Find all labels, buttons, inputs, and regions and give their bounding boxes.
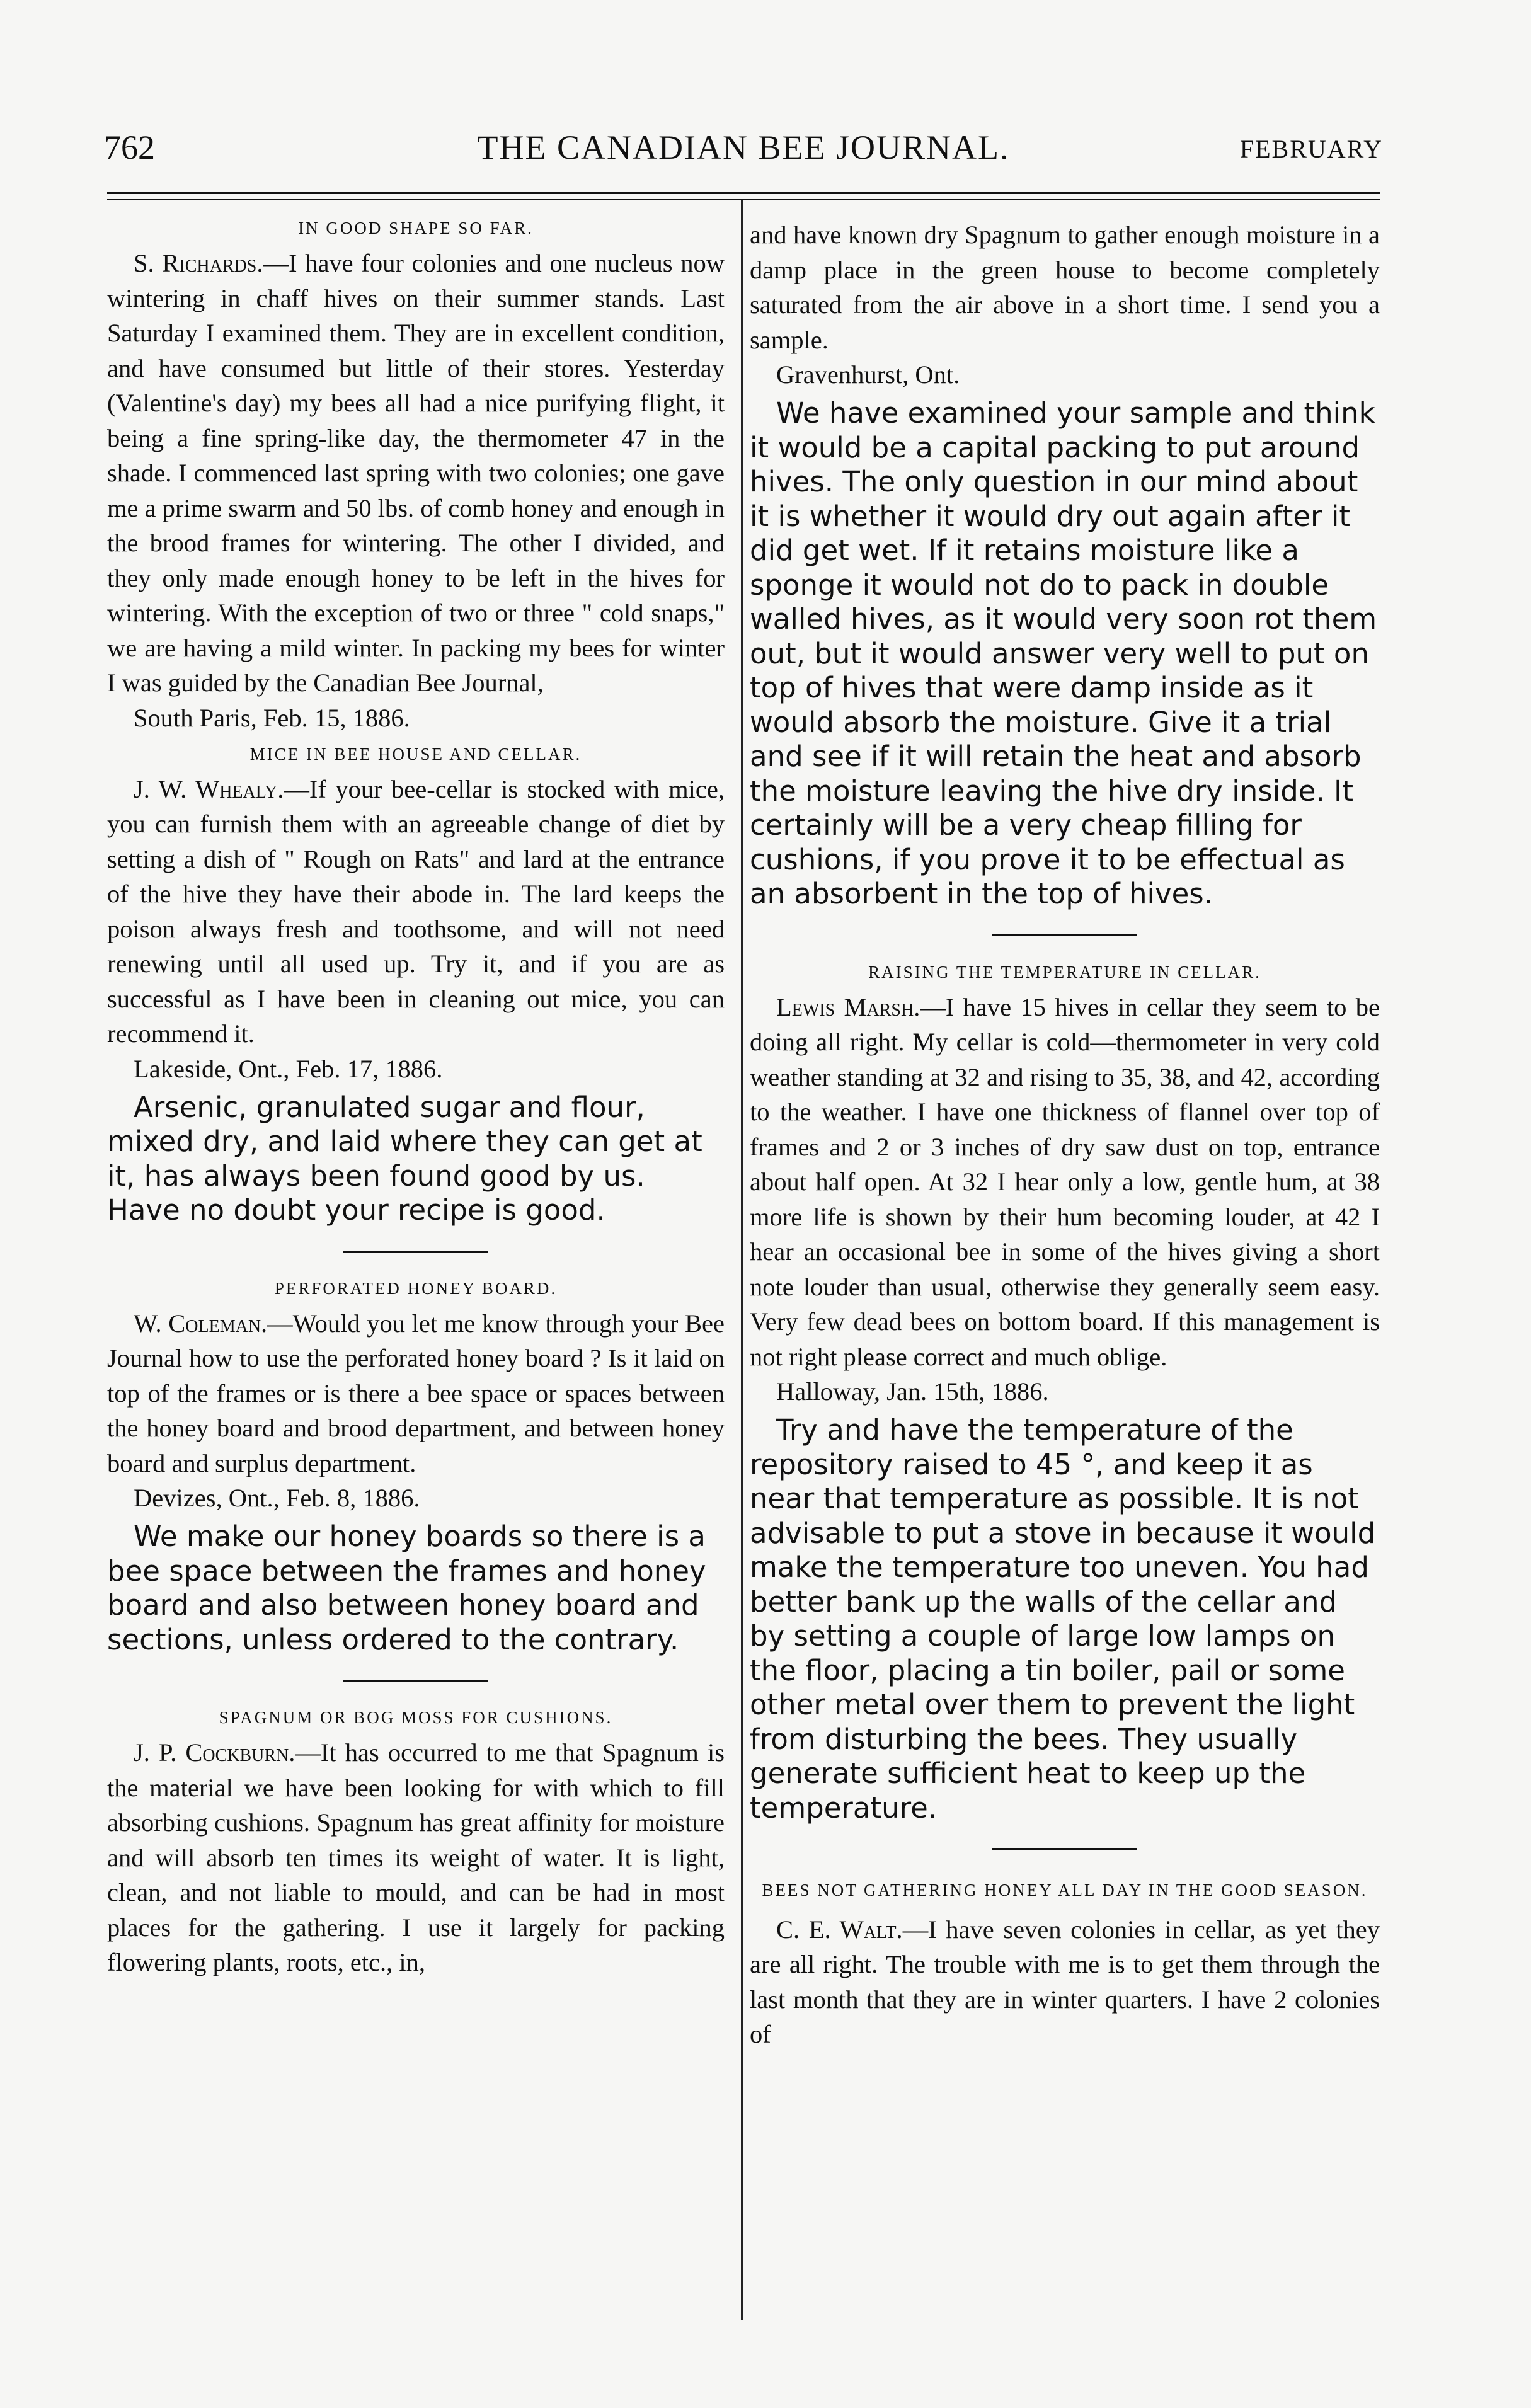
letter-text: —Would you let me know through your Bee Journal how to use the perforated honey board ? Is it laid on top of the frames or is there a bee space or spaces between the honey board and brood department, and between honey board and surplus department. bbox=[107, 1309, 725, 1477]
editor-reply: Try and have the temperature of the repository raised to 45 °, and keep it as near that temperature as possible. It is not advisable to put a stove in because it would make the temperature too uneven. You had better bank up the walls of the cellar and by setting a couple of large low lamps on the floor, placing a tin boiler, pail or some other metal over them to prevent the light from disturbing the bees. They usually generate sufficient heat to keep up the temperature. bbox=[750, 1413, 1376, 1825]
author-name: Lewis Marsh. bbox=[776, 992, 920, 1021]
page-header bbox=[104, 123, 1383, 192]
month-label: FEBRUARY bbox=[1239, 135, 1383, 163]
header-rule bbox=[107, 192, 1380, 200]
author-name: J. W. Whealy. bbox=[134, 774, 284, 803]
editor-reply: Arsenic, granulated sugar and flour, mixed dry, and laid where they can get at it, has always been found good by us. Have no doubt your recipe is good. bbox=[107, 1090, 702, 1227]
right-column bbox=[750, 217, 1380, 2052]
column-separator bbox=[741, 200, 743, 2320]
letter-body bbox=[750, 1912, 1380, 2052]
article-heading: RAISING THE TEMPERATURE IN CELLAR. bbox=[868, 962, 1261, 982]
letter-text: —I have 15 hives in cellar they seem to be doing all right. My cellar is cold—thermometer in very cold weather standing at 32 and rising to 35, 38, and 42, according to the weather. I have one thickness of flannel over top of frames and 2 or 3 inches of dry saw dust on top, entrance about half open. At 32 I hear only a low, gentle hum, at 38 more life is shown by their hum becoming louder, at 42 I hear an occasional bee in some of the hives giving a short note louder than usual, otherwise they generally seem easy. Very few dead bees on bottom board. If this management is not right please correct and much oblige. bbox=[750, 992, 1380, 1371]
letter-signature: South Paris, Feb. 15, 1886. bbox=[134, 703, 410, 732]
section-divider bbox=[992, 1848, 1137, 1850]
section-divider bbox=[992, 934, 1137, 936]
editor-reply: We have examined your sample and think it would be a capital packing to put around hives. The only question in our mind about it is whether it would dry out again after it did get wet. If it retains moisture like a sponge it would not do to pack in double walled hives, as it would very soon rot them out, but it would answer very well to put on top of hives that were damp inside as it would absorb the moisture. Give it a trial and see if it will retain the heat and absorb the moisture leaving the hive dry inside. It certainly will be a very cheap filling for cushions, if you prove it to be effectual as an absorbent in the top of hives. bbox=[750, 396, 1377, 910]
section-divider bbox=[343, 1251, 488, 1253]
letter-body bbox=[107, 772, 725, 1052]
article-heading: PERFORATED HONEY BOARD. bbox=[274, 1278, 558, 1298]
letter-signature: Gravenhurst, Ont. bbox=[776, 360, 960, 389]
letter-signature: Devizes, Ont., Feb. 8, 1886. bbox=[134, 1484, 420, 1513]
left-column bbox=[107, 217, 725, 1980]
author-name: S. Richards. bbox=[134, 249, 263, 278]
author-name: J. P. Cockburn. bbox=[134, 1738, 295, 1767]
letter-text: —If your bee-cellar is stocked with mice, you can furnish them with an agreeable change of diet by setting a dish of " Rough on Rats" and lard at the entrance of the hive they have their abode in. The lard keeps the poison always fresh and toothsome, and will not need renewing until all used up. Try it, and if you are as successful as I have been in cleaning out mice, you can recommend it. bbox=[107, 774, 725, 1048]
article-heading: BEES NOT GATHERING HONEY ALL DAY IN THE GOOD SEASON. bbox=[762, 1881, 1368, 1900]
letter-text: —I have four colonies and one nucleus now wintering in chaff hives on their summer stands. Last Saturday I examined them. They are in excellent condition, and have consumed but little of their stores. Yesterday (Valentine's day) my bees all had a nice purifying flight, it being a fine spring-like day, the thermometer 47 in the shade. I commenced last spring with two colonies; one gave me a prime swarm and 50 lbs. of comb honey and enough in the brood frames for wintering. The other I divided, and they only made enough honey to be left in the hives for wintering. With the exception of two or three " cold snaps," we are having a mild winter. In packing my bees for winter I was guided by the Canadian Bee Journal, bbox=[107, 249, 725, 697]
letter-signature: Lakeside, Ont., Feb. 17, 1886. bbox=[134, 1054, 443, 1083]
journal-title: THE CANADIAN BEE JOURNAL. bbox=[477, 129, 1010, 166]
letter-body bbox=[107, 246, 725, 701]
article-heading: IN GOOD SHAPE SO FAR. bbox=[298, 219, 534, 238]
letter-text: —It has occurred to me that Spagnum is the material we have been looking for with which to fill absorbing cushions. Spagnum has great affinity for moisture and will absorb ten times its weight of water. It is light, clean, and not liable to mould, and can be had in most places for the gathering. I use it largely for packing flowering plants, roots, etc., in, bbox=[107, 1738, 725, 1977]
letter-signature: Halloway, Jan. 15th, 1886. bbox=[776, 1377, 1049, 1406]
editor-reply: We make our honey boards so there is a bee space between the frames and honey board and also between honey board and sections, unless ordered to the contrary. bbox=[107, 1520, 706, 1656]
article-heading: SPAGNUM OR BOG MOSS FOR CUSHIONS. bbox=[219, 1708, 613, 1728]
author-name: C. E. Walt. bbox=[776, 1915, 903, 1944]
author-name: W. Coleman. bbox=[134, 1309, 268, 1338]
letter-body bbox=[750, 990, 1380, 1375]
article-heading: MICE IN BEE HOUSE AND CELLAR. bbox=[249, 744, 582, 764]
page-number: 762 bbox=[104, 129, 155, 166]
continued-text: and have known dry Spagnum to gather enough moisture in a damp place in the green house to become completely saturated from the air above in a short time. I send you a sample. bbox=[750, 221, 1380, 354]
section-divider bbox=[343, 1680, 488, 1682]
letter-text: —I have seven colonies in cellar, as yet they are all right. The trouble with me is to get them through the last month that they are in winter quarters. I have 2 colonies of bbox=[750, 1915, 1380, 2049]
letter-body bbox=[107, 1306, 725, 1481]
letter-body bbox=[107, 1735, 725, 1980]
